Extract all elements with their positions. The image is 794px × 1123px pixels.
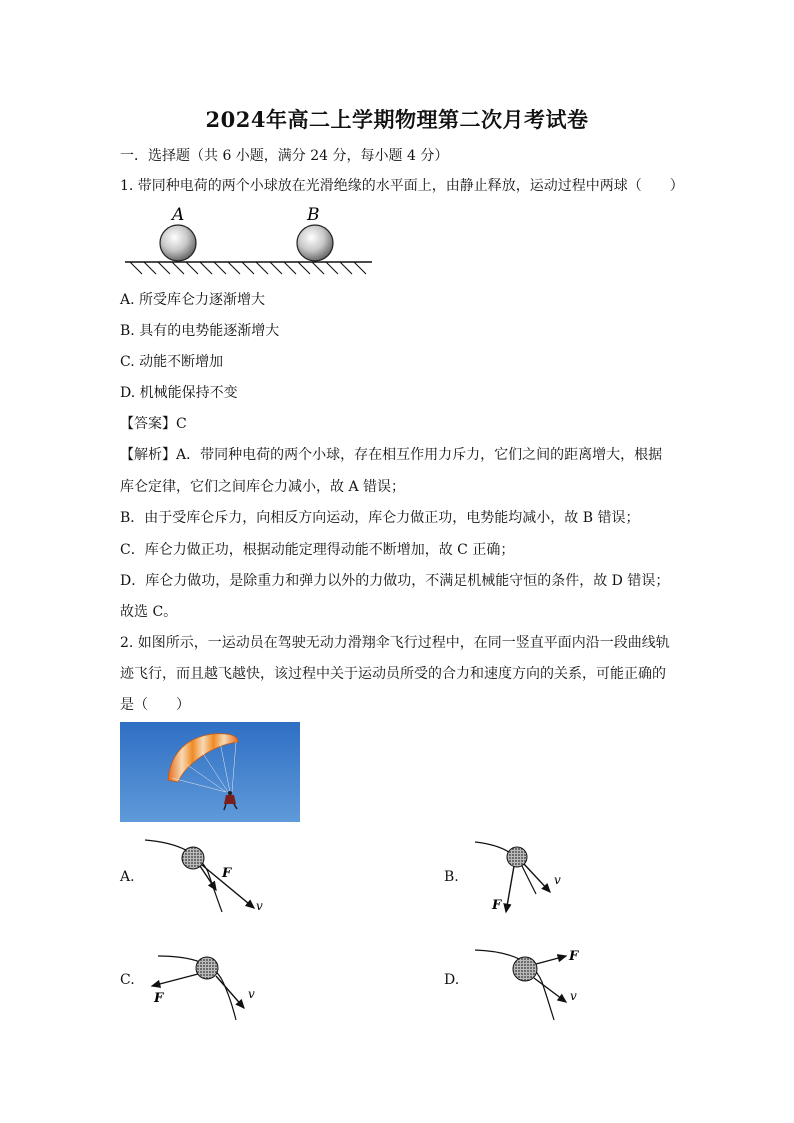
question-1-option-a: A. 所受库仑力逐渐增大 [120, 292, 266, 308]
analysis-line: 【解析】A．带同种电荷的两个小球，存在相互作用力斥力，它们之间的距离增大，根据 [120, 447, 663, 463]
question-2-option-a-diagram [140, 832, 280, 922]
body-ball [513, 957, 537, 981]
velocity-arrow [534, 978, 566, 1002]
velocity-label: v [248, 987, 255, 1001]
force-label: F [222, 866, 232, 881]
analysis-line: D．库仑力做功，是除重力和弹力以外的力做功，不满足机械能守恒的条件，故 D 错误； [120, 573, 670, 589]
force-label: F [569, 949, 579, 964]
question-1-option-d: D. 机械能保持不变 [120, 385, 238, 401]
velocity-arrow [216, 976, 244, 1008]
question-2-option-d-label: D. [444, 972, 460, 988]
velocity-label: v [554, 873, 561, 887]
question-1-answer: 【答案】C [120, 416, 187, 432]
question-2-option-a-label: A. [120, 869, 135, 885]
analysis-line: C．库仑力做正功，根据动能定理得动能不断增加，故 C 正确； [120, 542, 515, 558]
body-ball [182, 847, 204, 869]
ball-b-label: B [307, 205, 320, 225]
analysis-line: 库仑定律，它们之间库仑力减小，故 A 错误； [120, 479, 406, 495]
ball-b [297, 225, 333, 261]
question-2-option-d-diagram [470, 940, 600, 1025]
question-2-option-b-label: B. [444, 869, 459, 885]
velocity-label: v [256, 899, 263, 913]
force-arrow [152, 974, 198, 986]
question-1-option-c: C. 动能不断增加 [120, 354, 224, 370]
ball-a-label: A [172, 205, 185, 225]
paraglider-photo [120, 722, 300, 822]
force-arrow [506, 866, 514, 912]
section-heading: 一．选择题（共 6 小题，满分 24 分，每小题 4 分） [120, 148, 449, 164]
trajectory-curve [145, 840, 222, 912]
question-1-stem: 1. 带同种电荷的两个小球放在光滑绝缘的水平面上，由静止释放，运动过程中两球（ ） [120, 178, 684, 194]
question-2-option-c-diagram [140, 944, 280, 1024]
force-label: F [492, 898, 502, 913]
ball-a [160, 225, 196, 261]
question-1-option-b: B. 具有的电势能逐渐增大 [120, 323, 280, 339]
force-label: F [154, 991, 164, 1006]
body-ball [196, 957, 218, 979]
trajectory-curve [475, 950, 554, 1020]
question-2-option-b-diagram [470, 836, 580, 921]
analysis-line: 故选 C。 [120, 604, 178, 620]
question-2-stem-line: 迹飞行，而且越飞越快，该过程中关于运动员所受的合力和速度方向的关系，可能正确的 [120, 666, 666, 682]
question-1-figure [120, 200, 380, 280]
force-arrow [536, 956, 566, 964]
page-title: 2024年高二上学期物理第二次月考试卷 [205, 107, 589, 132]
question-2-stem-line: 2. 如图所示，一运动员在驾驶无动力滑翔伞飞行过程中，在同一竖直平面内沿一段曲线轨 [120, 635, 670, 651]
question-2-option-c-label: C. [120, 972, 135, 988]
analysis-line: B．由于受库仑斥力，向相反方向运动，库仑力做正功，电势能均减小，故 B 错误； [120, 510, 640, 526]
velocity-label: v [570, 989, 577, 1003]
question-2-stem-line: 是（ ） [120, 697, 190, 713]
ground-hatching [130, 262, 366, 274]
